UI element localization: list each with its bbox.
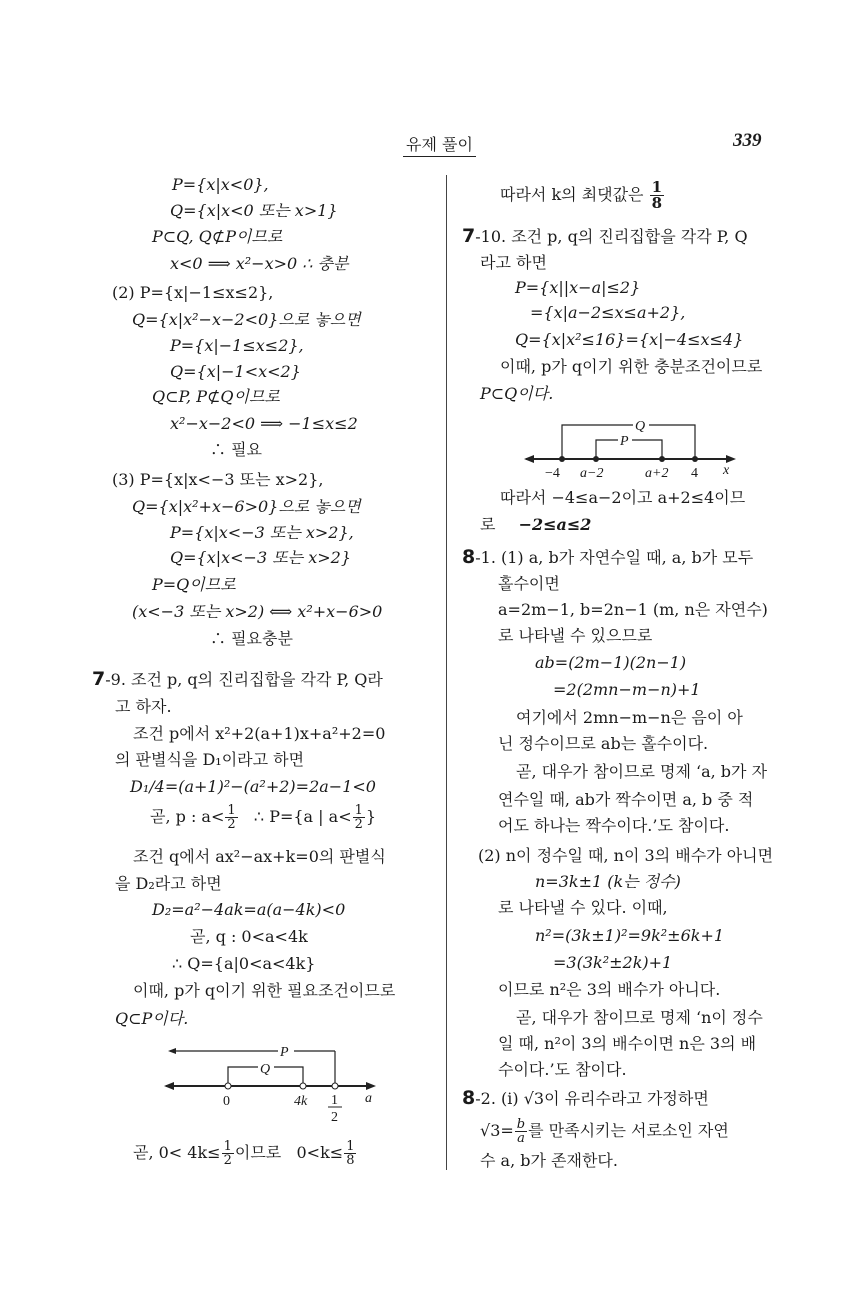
denominator: 8 [651, 194, 663, 212]
text-line: 어도 하나는 짝수이다.’도 참이다. [498, 816, 730, 835]
text-line: (1) a, b가 자연수일 때, a, b가 모두 [501, 548, 754, 567]
text-line: 조건 q에서 ax²−ax+k=0의 판별식 [133, 847, 386, 866]
set-label-p: P [620, 434, 629, 449]
math-line: ab=(2m−1)(2n−1) [535, 653, 687, 672]
math-line: Q={x|x<0 또는 x>1} [170, 201, 338, 220]
math-line: (2) P={x|−1≤x≤2}, [112, 283, 274, 302]
set-label-p: P [280, 1045, 289, 1060]
axis-label: x [723, 463, 730, 478]
math-line: D₁/4=(a+1)²−(a²+2)=2a−1<0 [130, 777, 376, 796]
math-line: D₂=a²−4ak=a(a−4k)<0 [152, 900, 346, 919]
conclusion: ∴ 필요 [210, 440, 262, 459]
math-line-fraction [150, 804, 376, 831]
math-line: P={x|−1≤x≤2}, [170, 336, 304, 355]
axis-label: a [365, 1091, 372, 1106]
math-line: ={x|a−2≤x≤a+2}, [530, 303, 686, 322]
problem-number: 8 [462, 1087, 476, 1109]
math-line: =3(3k²±2k)+1 [553, 953, 673, 972]
max-value-line [500, 180, 665, 211]
number-line-diagram-7-10 [520, 415, 750, 480]
denominator: 2 [354, 817, 363, 832]
denominator: 2 [223, 1153, 232, 1168]
arrow-left-icon [524, 455, 534, 463]
numerator: 1 [346, 1139, 355, 1154]
text-line: 수이다.’도 참이다. [498, 1060, 627, 1079]
text: 곧, p : a< [150, 807, 225, 826]
problem-subnumber: -2. [475, 1089, 496, 1108]
conclusion: ∴ 필요충분 [210, 629, 293, 648]
denominator: a [517, 1131, 525, 1146]
text-line: (2) n이 정수일 때, n이 3의 배수가 아니면 [478, 846, 774, 865]
problem-number: 7 [92, 668, 106, 690]
problem-subnumber: -9. [105, 670, 126, 689]
arrow-left-icon [168, 1048, 176, 1054]
open-point [332, 1083, 338, 1089]
problem-7-9-header [92, 668, 383, 691]
math-line: x²−x−2<0 ⟹ −1≤x≤2 [170, 414, 358, 433]
math-line: Q={x|−1<x<2} [170, 362, 301, 381]
fraction [353, 804, 365, 831]
tick-label: a+2 [645, 466, 669, 480]
text-line: 조건 p, q의 진리집합을 각각 P, Q라 [131, 670, 383, 689]
numerator: 1 [354, 803, 363, 818]
arrow-left-icon [164, 1082, 174, 1090]
text: ∴ P={a | a< [238, 807, 352, 826]
tick-label-denominator: 2 [331, 1110, 338, 1125]
text-line: 일 때, n²이 3의 배수이면 n은 3의 배 [498, 1034, 757, 1053]
text-line: 곧, 대우가 참이므로 명제 ‘a, b가 자 [516, 762, 768, 781]
fraction [650, 180, 664, 211]
number-line-diagram-7-9 [160, 1035, 390, 1130]
text-line: 이때, p가 q이기 위한 충분조건이므로 [500, 357, 763, 376]
arrow-right-icon [366, 1082, 376, 1090]
math-line: P={x|x<−3 또는 x>2}, [170, 523, 354, 542]
tick-label: 4 [691, 466, 698, 480]
problem-number: 7 [462, 225, 476, 247]
text-line: 연수일 때, ab가 짝수이면 a, b 중 적 [498, 790, 754, 809]
math-line: Q={x|x<−3 또는 x>2} [170, 548, 352, 567]
math-line: Q={x|x²≤16}={x|−4≤x≤4} [515, 330, 744, 349]
numerator: 1 [227, 803, 236, 818]
problem-8-2-header [462, 1087, 709, 1110]
math-line: Q⊂P, P⊄Q이므로 [152, 387, 280, 406]
math-line: n²=(3k±1)²=9k²±6k+1 [535, 926, 725, 945]
text-line: 이므로 n²은 3의 배수가 아니다. [498, 980, 721, 999]
text-line: 로 나타낼 수 있으므로 [498, 626, 653, 645]
math-line: P={x|x<0}, [172, 175, 269, 194]
answer: −2≤a≤2 [518, 515, 592, 534]
closed-point [692, 456, 698, 462]
problem-subnumber: -10. [475, 227, 507, 246]
text-line: 닌 정수이므로 ab는 홀수이다. [498, 734, 709, 753]
problem-7-10-header [462, 225, 748, 248]
text-line: 로 나타낼 수 있다. 이때, [498, 898, 668, 917]
text-line: 수 a, b가 존재한다. [480, 1151, 618, 1170]
text-line: Q⊂P이다. [115, 1009, 189, 1028]
math-line-fraction [480, 1118, 729, 1145]
math-line: x<0 ⟹ x²−x>0 ∴ 충분 [170, 254, 349, 273]
text-line: 을 D₂라고 하면 [115, 874, 222, 893]
text-line: 홀수이면 [498, 574, 560, 593]
answer-line [480, 514, 591, 536]
tick-label: 4k [294, 1094, 308, 1109]
math-line: ∴ Q={a|0<a<4k} [172, 954, 316, 973]
math-line: Q={x|x²−x−2<0}으로 놓으면 [132, 310, 361, 329]
set-label-q: Q [260, 1062, 271, 1077]
fraction [344, 1140, 356, 1167]
section-title: 유제 풀이 [403, 132, 476, 157]
math-line: P=Q이므로 [152, 575, 236, 594]
text: 이므로 0<k≤ [234, 1143, 344, 1162]
arrow-right-icon [726, 455, 736, 463]
text-line: 이때, p가 q이기 위한 필요조건이므로 [133, 981, 396, 1000]
numerator: b [516, 1117, 526, 1132]
tick-label-numerator: 1 [331, 1093, 338, 1108]
math-line: P={x||x−a|≤2} [515, 278, 641, 297]
text: 곧, 0< 4k≤ [133, 1143, 221, 1162]
text-line: 의 판별식을 D₁이라고 하면 [115, 750, 305, 769]
text-line: 고 하자. [115, 697, 172, 716]
tick-label: 0 [223, 1094, 230, 1109]
text-line: 라고 하면 [480, 253, 547, 272]
denominator: 8 [346, 1153, 355, 1168]
text-line: 따라서 −4≤a−2이고 a+2≤4이므 [500, 488, 746, 507]
tick-label: −4 [545, 466, 560, 480]
set-label-q: Q [635, 419, 646, 434]
text-line: 조건 p에서 x²+2(a+1)x+a²+2=0 [133, 724, 386, 743]
text: √3= [480, 1121, 514, 1140]
tick-label: a−2 [580, 466, 604, 480]
text: 따라서 k의 최댓값은 [500, 185, 649, 204]
text-line: a=2m−1, b=2n−1 (m, n은 자연수) [498, 600, 768, 619]
math-line: Q={x|x²+x−6>0}으로 놓으면 [132, 497, 361, 516]
fraction [225, 804, 237, 831]
numerator: 1 [651, 178, 663, 196]
text: 를 만족시키는 서로소인 자연 [528, 1121, 729, 1140]
text-line: 여기에서 2mn−m−n은 음이 아 [516, 708, 743, 727]
text: } [365, 807, 377, 826]
math-line: 곧, q : 0<a<4k [190, 927, 308, 946]
closed-point [559, 456, 565, 462]
problem-8-1-header [462, 546, 753, 569]
text-line: (i) √3이 유리수라고 가정하면 [501, 1089, 709, 1108]
text-line: 곧, 대우가 참이므로 명제 ‘n이 정수 [516, 1008, 763, 1027]
page-number: 339 [733, 130, 762, 151]
problem-number: 8 [462, 546, 476, 568]
numerator: 1 [223, 1139, 232, 1154]
text-line: P⊂Q이다. [480, 384, 554, 403]
open-point [300, 1083, 306, 1089]
final-line [133, 1140, 357, 1167]
math-line: (3) P={x|x<−3 또는 x>2}, [112, 470, 324, 489]
column-divider [446, 175, 447, 1170]
text: 로 [480, 515, 496, 534]
open-point [225, 1083, 231, 1089]
fraction [515, 1118, 527, 1145]
denominator: 2 [227, 817, 236, 832]
math-line: n=3k±1 (k는 정수) [535, 872, 681, 891]
closed-point [593, 456, 599, 462]
problem-subnumber: -1. [475, 548, 496, 567]
fraction [222, 1140, 234, 1167]
math-line: =2(2mn−m−n)+1 [553, 680, 701, 699]
text-line: 조건 p, q의 진리집합을 각각 P, Q [511, 227, 748, 246]
math-line: (x<−3 또는 x>2) ⟺ x²+x−6>0 [132, 602, 383, 621]
closed-point [659, 456, 665, 462]
math-line: P⊂Q, Q⊄P이므로 [152, 227, 283, 246]
